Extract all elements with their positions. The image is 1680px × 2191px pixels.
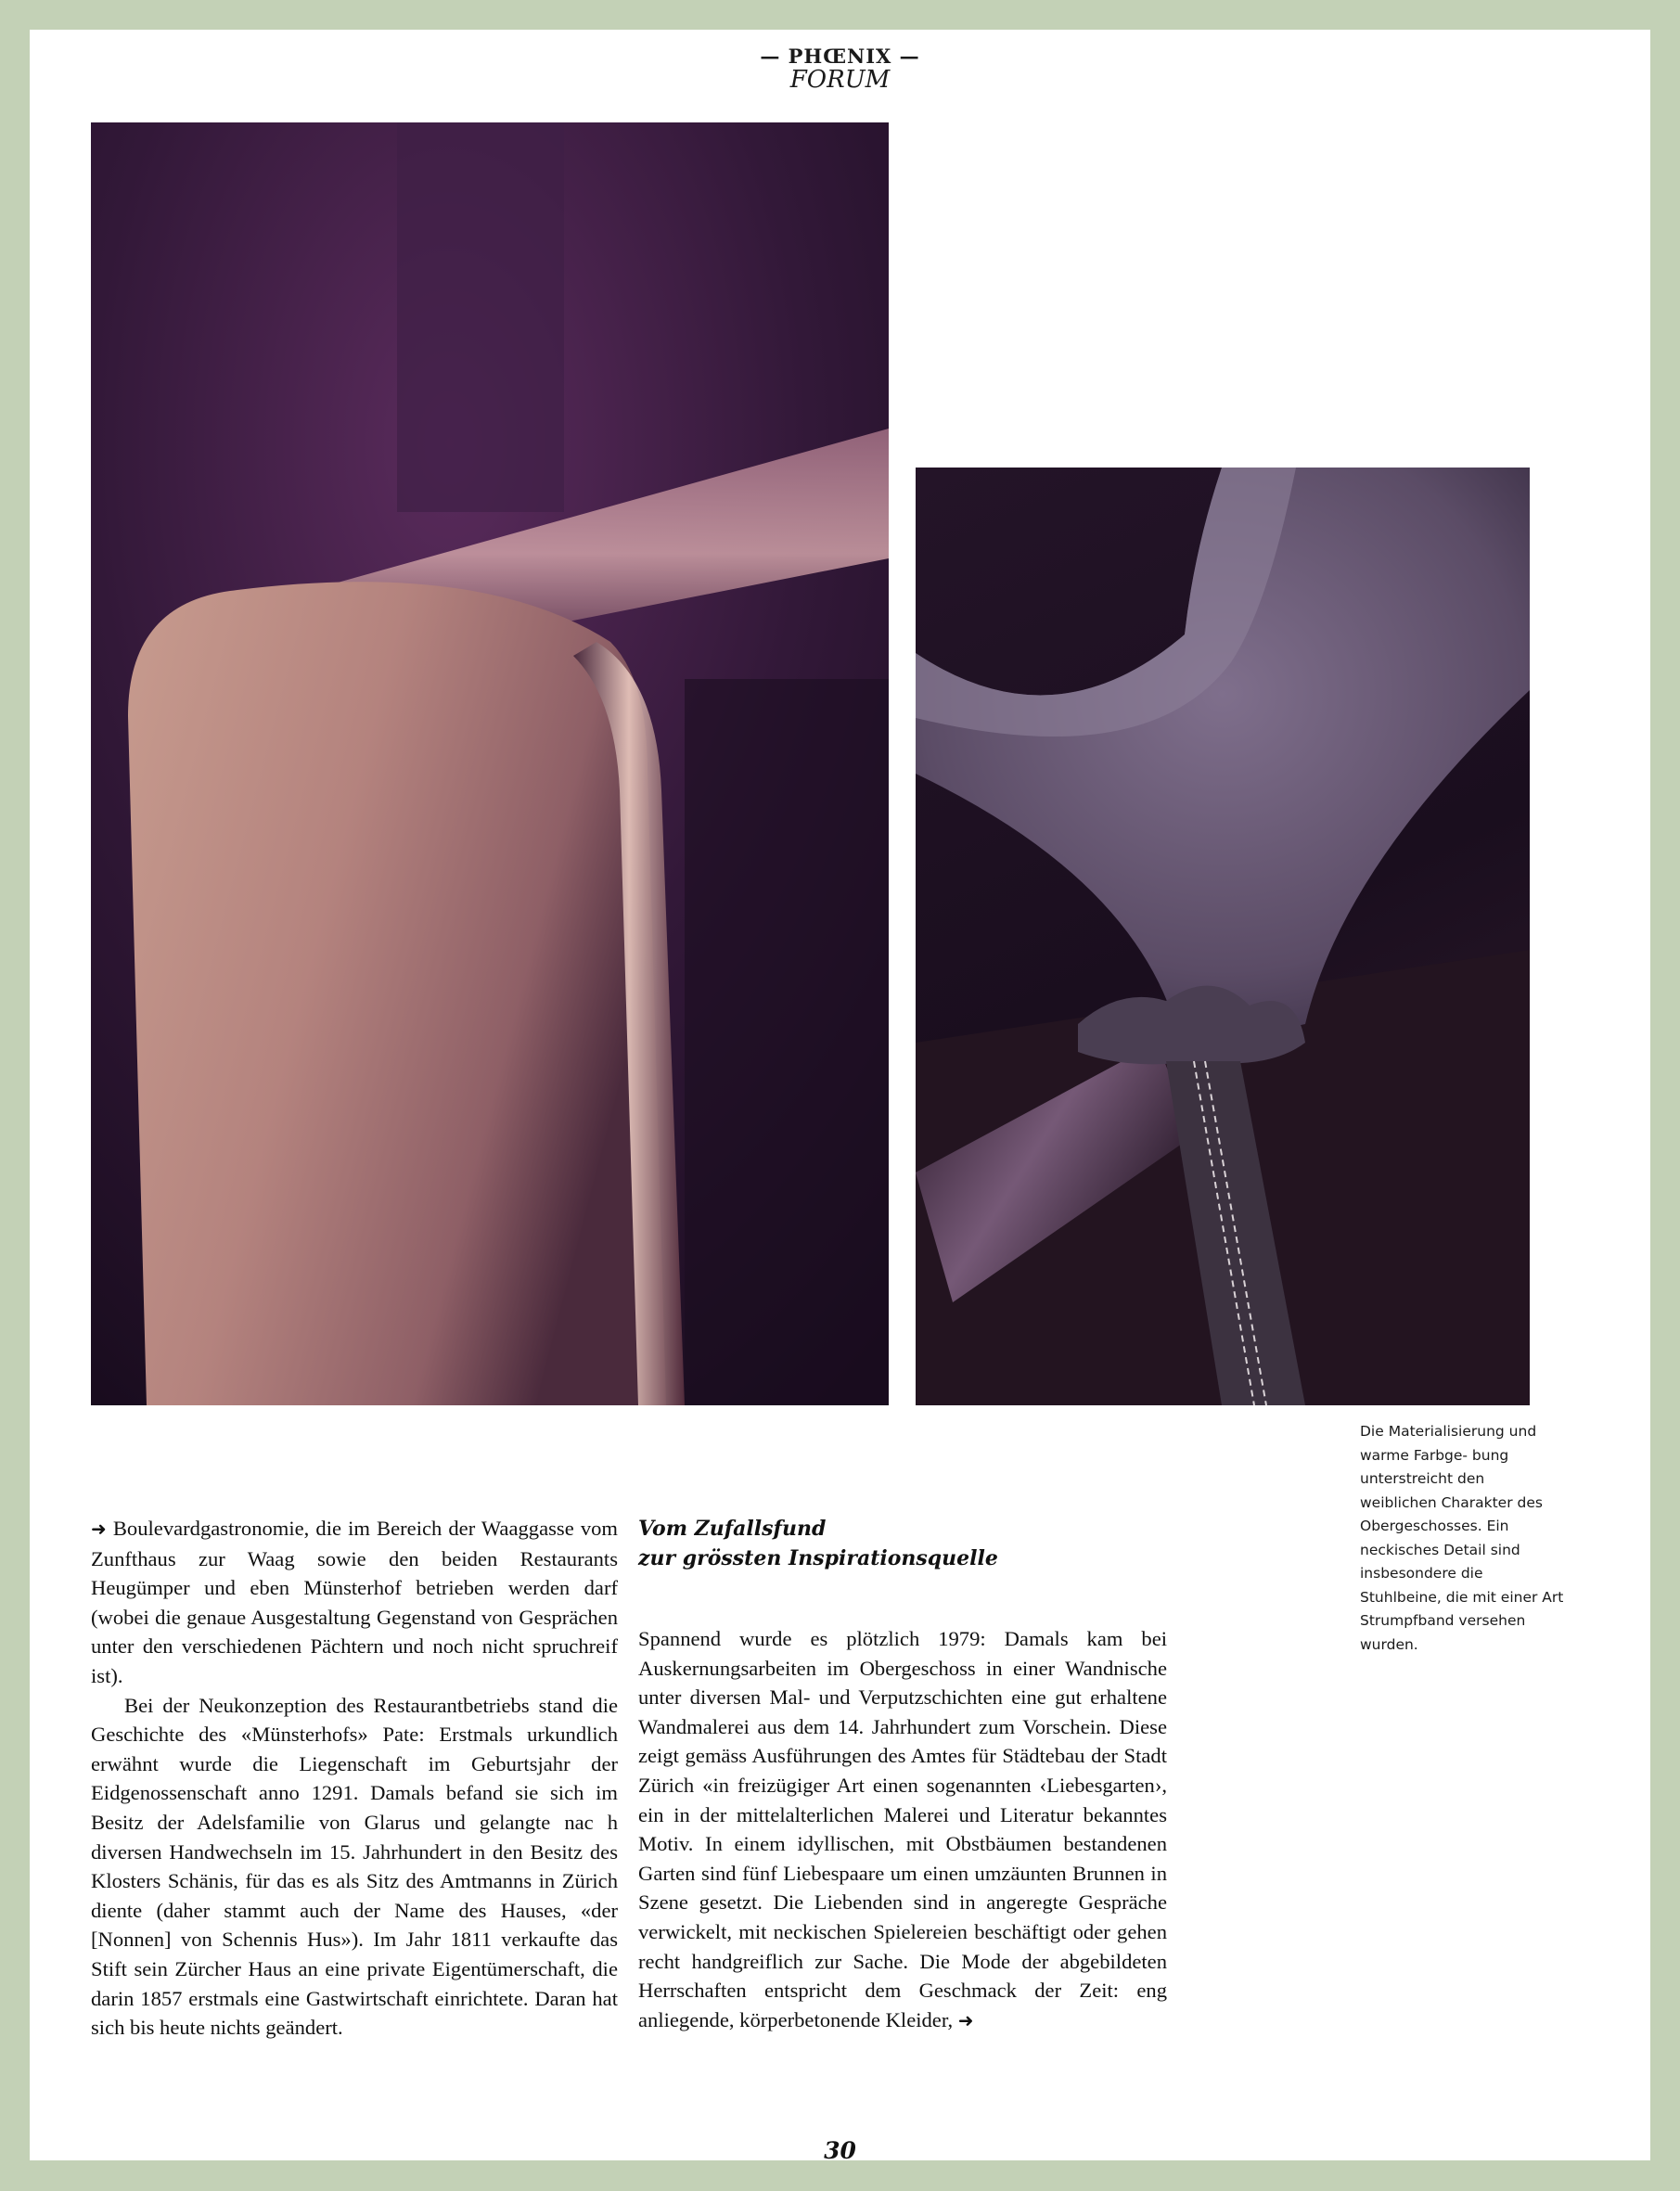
article-subheading-line: zur grössten Inspirationsquelle xyxy=(638,1546,998,1570)
article-paragraph-text: Boulevardgastronomie, die im Bereich der Waaggasse vom Zunfthaus zur Waag sowie den beiden Restaurants Heugümper und eben Münsterhof betrieben werden darf (wobei die genaue Ausgestaltung Gegenstand von Gesprächen unter den verschiedenen Pächtern und noch nicht spruchreif ist). xyxy=(91,1517,618,1687)
article-paragraph-text: Spannend wurde es plötzlich 1979: Damals kam bei Auskernungsarbeiten im Obergeschoss in einer Wandnische unter diversen Mal- und Verputzschichten eine gut erhaltene Wandmalerei aus dem 14. Jahrhundert zum Vorschein. Diese zeigt gemäss Ausführungen des Amtes für Städtebau der Stadt Zürich «in freizügiger Art einen sogenannten ‹Liebesgarten›, ein in der mittelalterlichen Malerei und Literatur bekanntes Motiv. In einem idyllischen, mit Obstbäumen bestandenen Garten sind fünf Liebespaare um einen umzäunten Brunnen in Szene gesetzt. Die Liebenden sind in angeregte Gespräche verwickelt, mit neckischen Spielereien beschäftigt oder gehen recht handgreiflich zur Sache. Die Mode der abgebildeten Herrschaften entspricht dem Geschmack der Zeit: eng anliegende, körperbetonende Kleider, xyxy=(638,1627,1167,2031)
photo-caption: Die Materialisierung und warme Farbge- bung unterstreicht den weiblichen Charakter des Obergeschosses. Ein neckisches Detail sind insbesondere die Stuhlbeine, die mit einer Art Strumpfband versehen wurden. xyxy=(1360,1423,1564,1653)
article-column-left xyxy=(91,1514,618,2043)
article-paragraph xyxy=(91,1514,618,1691)
photo-wood-chair xyxy=(91,122,889,1405)
article-paragraph xyxy=(638,1624,1167,2035)
masthead-brand: — PHŒNIX — xyxy=(760,45,920,68)
photo-felt-chair-leg-image xyxy=(916,468,1530,1405)
masthead-section: FORUM xyxy=(789,66,891,94)
continuation-arrow-icon: ➜ xyxy=(957,2008,974,2031)
article-subheading xyxy=(638,1514,1167,1573)
article-subheading-line: Vom Zufallsfund xyxy=(638,1517,827,1541)
photo-felt-chair-leg xyxy=(916,468,1530,1405)
continuation-arrow-icon: ➜ xyxy=(91,1518,107,1540)
article-paragraph: Bei der Neukonzeption des Restaurantbetriebs stand die Geschichte des «Münsterhofs» Pate: Erstmals urkundlich erwähnt wurde die Liegenschaft im Geburtsjahr der Eidgenossenschaft anno 1291. Damals befand sie sich im Besitz der Adelsfamilie von Glarus und gelangte nac h diversen Handwechseln im 15. Jahrhundert in den Besitz des Klosters Schänis, für das es als Sitz des Amtmanns in Zürich diente (daher stammt auch der Name des Hauses, «der [Nonnen] von Schennis Hus»). Im Jahr 1811 verkaufte das Stift sein Zürcher Haus an eine private Eigentümerschaft, die darin 1857 erstmals eine Gastwirtschaft einrichtete. Daran hat sich bis heute nichts geändert. xyxy=(91,1693,618,2040)
magazine-page xyxy=(30,30,1650,2160)
article-column-right xyxy=(638,1624,1167,2035)
page-number: 30 xyxy=(824,2137,856,2160)
photo-wood-chair-image xyxy=(91,122,889,1405)
masthead xyxy=(30,46,1650,92)
